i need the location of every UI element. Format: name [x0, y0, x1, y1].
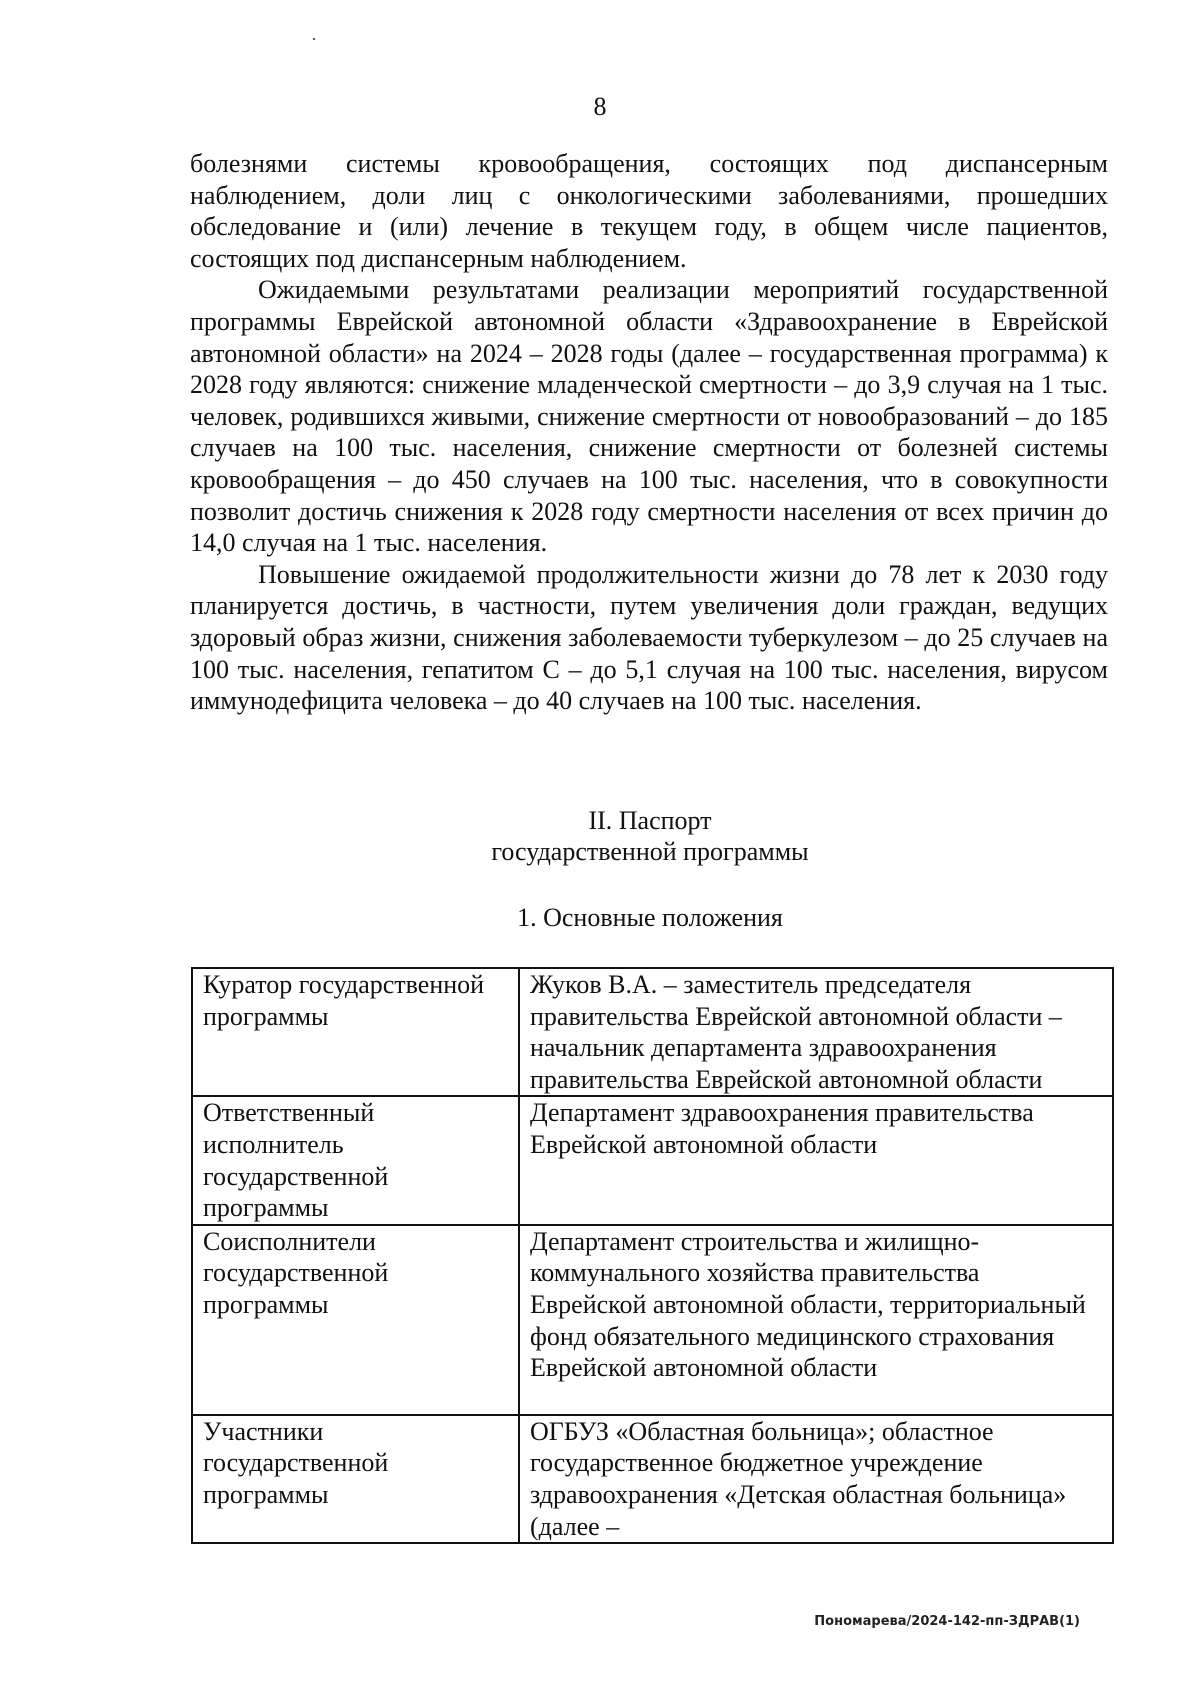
paragraph-life-expectancy: Повышение ожидаемой продолжительности жизни до 78 лет к 2030 году планируется достичь, в частности, путем увеличения доли граждан, ведущих здоровый образ жизни, снижения заболеваемости туберкулезом – до 25 случаев на 100 тыс. населения, гепатитом С – до 5,1 случая на 100 тыс. населения, вирусом иммунодефицита человека – до 40 случаев на 100 тыс. населения. — [190, 559, 1108, 716]
section-title — [0, 805, 1200, 867]
table-row — [192, 1096, 1113, 1224]
paragraph-continuation: болезнями системы кровообращения, состоящих под диспансерным наблюдением, доли лиц с онкологическими заболеваниями, прошедших обследование и (или) лечение в текущем году, в общем числе пациентов, состоящих под диспансерным наблюдением. — [190, 149, 1108, 273]
row-value: ОГБУЗ «Областная больница»; областное государственное бюджетное учреждение здравоохранения «Детская областная больница» (далее – — [519, 1415, 1113, 1543]
section-subtitle: 1. Основные положения — [517, 903, 783, 932]
row-label: Соисполнители государственной программы — [192, 1225, 519, 1415]
page-number: 8 — [593, 92, 607, 121]
row-value: Департамент строительства и жилищно-коммунального хозяйства правительства Еврейской автономной области, территориальный фонд обязательного медицинского страхования Еврейской автономной области — [519, 1225, 1113, 1415]
row-label: Ответственный исполнитель государственной программы — [192, 1096, 519, 1224]
section-title-line2: государственной программы — [491, 837, 809, 866]
document-footer-code: Пономарева/2024-142-пп-ЗДРАВ(1) — [814, 1614, 1080, 1629]
section-title-line1: II. Паспорт — [588, 806, 712, 835]
paragraph-expected-results: Ожидаемыми результатами реализации мероприятий государственной программы Еврейской автономной области «Здравоохранение в Еврейской автономной области» на 2024 – 2028 годы (далее – государственная программа) к 2028 году являются: снижение младенческой смертности – до 3,9 случая на 1 тыс. человек, родившихся живыми, снижение смертности от новообразований – до 185 случаев на 100 тыс. населения, снижение смертности от болезней системы кровообращения – до 450 случаев на 100 тыс. населения, что в совокупности позволит достичь снижения к 2028 году смертности населения от всех причин до 14,0 случая на 1 тыс. населения. — [190, 275, 1108, 558]
scan-speck — [313, 38, 315, 40]
table-row — [192, 1225, 1113, 1415]
body-text — [190, 148, 1108, 717]
passport-table — [191, 967, 1114, 1544]
row-value: Жуков В.А. – заместитель председателя правительства Еврейской автономной области – начальник департамента здравоохранения правительства Еврейской автономной области — [519, 968, 1113, 1096]
table-row — [192, 968, 1113, 1096]
row-label: Участники государственной программы — [192, 1415, 519, 1543]
row-value: Департамент здравоохранения правительства Еврейской автономной области — [519, 1096, 1113, 1224]
row-label: Куратор государственной программы — [192, 968, 519, 1096]
table-row — [192, 1415, 1113, 1543]
passport-table-wrapper — [191, 967, 1114, 1544]
